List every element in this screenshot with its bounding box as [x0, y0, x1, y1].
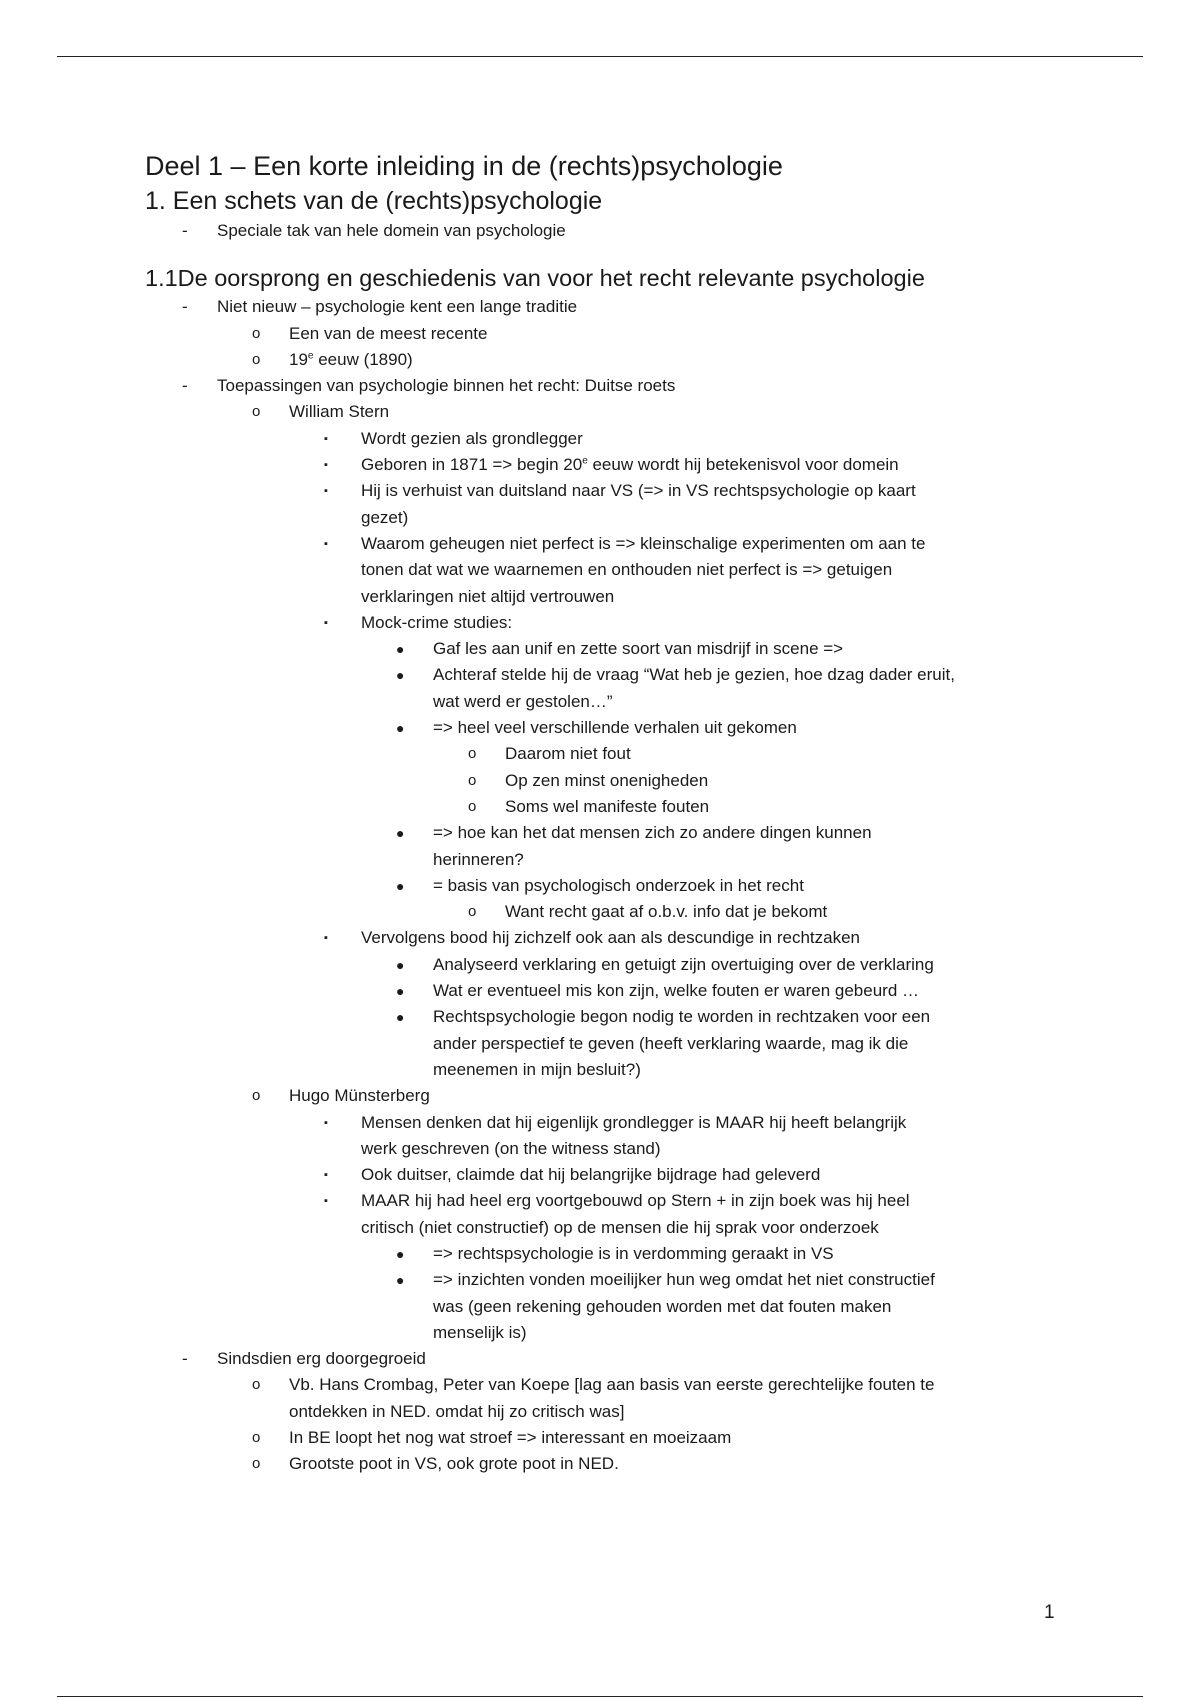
- list-item: ▪ Hij is verhuist van duitsland naar VS (=> in VS rechtspsychologie op kaart gezet): [145, 478, 1145, 531]
- list-item: ▪ Waarom geheugen niet perfect is => kleinschalige experimenten om aan te tonen dat wat we waarnemen en onthouden niet perfect is => getuigen verklaringen niet altijd vertrouwen: [145, 531, 1145, 610]
- circle-bullet-icon: o: [252, 1455, 261, 1473]
- circle-bullet-icon: o: [252, 1429, 261, 1447]
- square-bullet-icon: ▪: [324, 485, 328, 498]
- list-item: ● => rechtspsychologie is in verdomming geraakt in VS: [145, 1241, 1145, 1267]
- list-item: ▪ Mensen denken dat hij eigenlijk grondlegger is MAAR hij heeft belangrijk werk geschreven (on the witness stand): [145, 1110, 1145, 1163]
- list-item: ● Analyseerd verklaring en getuigt zijn overtuiging over de verklaring: [145, 952, 1145, 978]
- list-item: o Vb. Hans Crombag, Peter van Koepe [lag aan basis van eerste gerechtelijke fouten te ontdekken in NED. omdat hij zo critisch was]: [145, 1372, 1145, 1425]
- square-bullet-icon: ▪: [324, 537, 328, 550]
- circle-bullet-icon: o: [468, 903, 477, 921]
- dot-bullet-icon: ●: [396, 983, 405, 1000]
- list-item: ● Wat er eventueel mis kon zijn, welke fouten er waren gebeurd …: [145, 978, 1145, 1004]
- dot-bullet-icon: ●: [396, 1009, 405, 1026]
- dash-bullet-icon: -: [182, 1349, 188, 1369]
- list-item: ▪ MAAR hij had heel erg voortgebouwd op Stern + in zijn boek was hij heel critisch (niet constructief) op de mensen die hij sprak voor onderzoek: [145, 1188, 1145, 1241]
- list-item: ● => inzichten vonden moeilijker hun weg omdat het niet constructief was (geen rekening gehouden worden met dat fouten maken menselijk is): [145, 1267, 1145, 1346]
- dot-bullet-icon: ●: [396, 1272, 405, 1289]
- list-item: ● Achteraf stelde hij de vraag “Wat heb je gezien, hoe dzag dader eruit, wat werd er gestolen…”: [145, 662, 1145, 715]
- list-item: ● => heel veel verschillende verhalen uit gekomen: [145, 715, 1145, 741]
- dot-bullet-icon: ●: [396, 877, 405, 894]
- list-item: o 19e eeuw (1890): [145, 347, 1145, 373]
- dash-bullet-icon: -: [182, 376, 188, 396]
- list-item: o Want recht gaat af o.b.v. info dat je bekomt: [145, 899, 1145, 925]
- list-item: ● => hoe kan het dat mensen zich zo andere dingen kunnen herinneren?: [145, 820, 1145, 873]
- list-item: o Daarom niet fout: [145, 741, 1145, 767]
- dash-bullet-icon: -: [182, 297, 188, 317]
- square-bullet-icon: ▪: [324, 616, 328, 629]
- list-item: ▪ Geboren in 1871 => begin 20e eeuw wordt hij betekenisvol voor domein: [145, 452, 1145, 478]
- list-item: ▪ Mock-crime studies:: [145, 610, 1145, 636]
- header-rule: [57, 56, 1143, 57]
- list-item: ● Rechtspsychologie begon nodig te worden in rechtzaken voor een ander perspectief te geven (heeft verklaring waarde, mag ik die meenemen in mijn besluit?): [145, 1004, 1145, 1083]
- square-bullet-icon: ▪: [324, 459, 328, 472]
- dot-bullet-icon: ●: [396, 641, 405, 658]
- circle-bullet-icon: o: [252, 1087, 261, 1105]
- list-item: o Grootste poot in VS, ook grote poot in NED.: [145, 1451, 1145, 1477]
- circle-bullet-icon: o: [468, 797, 477, 815]
- circle-bullet-icon: o: [252, 350, 261, 368]
- square-bullet-icon: ▪: [324, 1116, 328, 1129]
- list-item: - Sindsdien erg doorgegroeid: [145, 1346, 1145, 1372]
- list-item: o In BE loopt het nog wat stroef => interessant en moeizaam: [145, 1425, 1145, 1451]
- list-item: ● = basis van psychologisch onderzoek in het recht: [145, 873, 1145, 899]
- list-item: ▪ Ook duitser, claimde dat hij belangrijke bijdrage had geleverd: [145, 1162, 1145, 1188]
- list-item: o William Stern: [145, 399, 1145, 425]
- circle-bullet-icon: o: [252, 324, 261, 342]
- list-item: ● Gaf les aan unif en zette soort van misdrijf in scene =>: [145, 636, 1145, 662]
- list-item: - Niet nieuw – psychologie kent een lange traditie: [145, 294, 1145, 320]
- circle-bullet-icon: o: [252, 1376, 261, 1394]
- dash-bullet-icon: -: [182, 221, 188, 240]
- dot-bullet-icon: ●: [396, 720, 405, 737]
- document-body: [145, 148, 1145, 1478]
- square-bullet-icon: ▪: [324, 1195, 328, 1208]
- dot-bullet-icon: ●: [396, 956, 405, 973]
- list-item: o Hugo Münsterberg: [145, 1083, 1145, 1109]
- circle-bullet-icon: o: [468, 745, 477, 763]
- dot-bullet-icon: ●: [396, 825, 405, 842]
- list-item: - Speciale tak van hele domein van psychologie: [145, 218, 1145, 244]
- list-item: ▪ Vervolgens bood hij zichzelf ook aan als descundige in rechtzaken: [145, 925, 1145, 951]
- footer-rule: [57, 1696, 1143, 1697]
- square-bullet-icon: ▪: [324, 932, 328, 945]
- list-item: - Toepassingen van psychologie binnen het recht: Duitse roets: [145, 373, 1145, 399]
- dot-bullet-icon: ●: [396, 667, 405, 684]
- list-item: o Op zen minst onenigheden: [145, 768, 1145, 794]
- dot-bullet-icon: ●: [396, 1245, 405, 1262]
- part-heading: Deel 1 – Een korte inleiding in de (rechts)psychologie: [145, 151, 783, 181]
- chapter-heading: 1. Een schets van de (rechts)psychologie: [145, 187, 603, 215]
- circle-bullet-icon: o: [252, 403, 261, 421]
- list-item: o Een van de meest recente: [145, 321, 1145, 347]
- square-bullet-icon: ▪: [324, 1169, 328, 1182]
- square-bullet-icon: ▪: [324, 432, 328, 445]
- list-item: ▪ Wordt gezien als grondlegger: [145, 426, 1145, 452]
- page-number: 1: [1044, 1602, 1055, 1623]
- section-heading: 1.1De oorsprong en geschiedenis van voor het recht relevante psychologie: [145, 265, 925, 292]
- list-item: o Soms wel manifeste fouten: [145, 794, 1145, 820]
- circle-bullet-icon: o: [468, 771, 477, 789]
